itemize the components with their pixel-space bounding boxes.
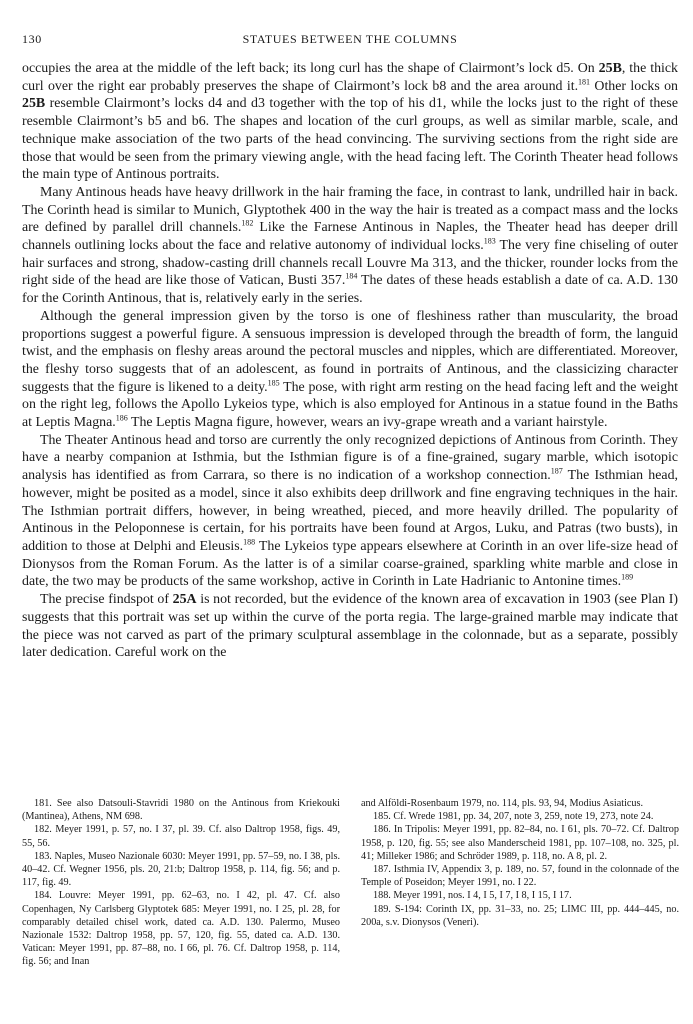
- footnote-ref[interactable]: 189: [621, 572, 634, 582]
- text-run: resemble Clairmont’s locks d4 and d3 together with the top of his d1, while the locks just to the right of these resemble Clairmont’s b5 and b6. The shapes and location of the curl groups, as well as similar marble, scale, and technique make association of the two parts of the head convincing. The surviving sections from the right side are those that would be seen from the primary viewing angle, with the head facing left. The Corinth Theater head follows the main type of Antinous portraits.: [22, 96, 678, 183]
- text-run: The dates of these heads establish a date of ca. A.D. 130 for the Corinth Antinous, that is, relatively early in the series.: [22, 273, 678, 307]
- footnote-ref[interactable]: 187: [550, 466, 563, 476]
- footnote: 188. Meyer 1991, nos. I 4, I 5, I 7, I 8, I 15, I 17.: [373, 890, 572, 902]
- footnote-ref[interactable]: 185: [267, 378, 280, 388]
- paragraph: [22, 591, 678, 662]
- footnote-ref[interactable]: 182: [241, 218, 254, 228]
- running-head-title: STATUES BETWEEN THE COLUMNS: [242, 32, 458, 46]
- paragraph: [22, 184, 678, 308]
- footnote-ref[interactable]: 184: [345, 271, 358, 281]
- footnote-ref[interactable]: 186: [115, 413, 128, 423]
- text-run: Many Antinous heads have heavy drillwork in the hair framing the face, in contrast to lank, undrilled hair in back. The Corinth head is similar to Munich, Glyptothek 400 in the way the hair is treated as a compact mass and the locks are defined by parallel drill channels.: [22, 184, 678, 236]
- footnote: 182. Meyer 1991, p. 57, no. I 37, pl. 39. Cf. also Daltrop 1958, figs. 49, 55, 56.: [22, 824, 340, 849]
- footnote: 186. In Tripolis: Meyer 1991, pp. 82–84, no. I 61, pls. 70–72. Cf. Daltrop 1958, p. 120, fig. 55; see also Manderscheid 1981, pp. 107–108, no. 325, pl. 41; Milleker 1986; and Schröder 1989, p. 118, no. A 8, pl. 2.: [361, 824, 679, 862]
- page-number: 130: [22, 32, 42, 46]
- footnote: 187. Isthmia IV, Appendix 3, p. 189, no. 57, found in the colonnade of the Temple of Poseidon; Meyer 1991, no. I 22.: [361, 864, 679, 889]
- footnotes-left-column: [22, 797, 340, 969]
- text-run: The Theater Antinous head and torso are currently the only recognized depictions of Antinous from Corinth. They have a nearby companion at Isthmia, but the Isthmian figure is of a fine-grained, sugary marble, which isotopic analysis has identified as from Carrara, so there is no indication of a workshop connection.: [22, 432, 678, 484]
- text-run: The Isthmian head, however, might be posited as a model, since it also exhibits deep drillwork and fine engraving techniques in the hair. The Isthmian portrait differs, however, in being wreathed, pieced, and more heavily drilled. The popularity of Antinous in the Peloponnese is certain, for his portraits have been found at Argos, Luku, and Patras (two busts), in addition to those at Delphi and Eleusis.: [22, 468, 678, 554]
- catalogue-number: 25B: [598, 61, 622, 76]
- paragraph: [22, 60, 678, 184]
- paragraph: [22, 308, 678, 432]
- catalogue-number: 25B: [22, 96, 46, 112]
- footnote: 185. Cf. Wrede 1981, pp. 34, 207, note 3, 259, note 19, 273, note 24.: [373, 811, 654, 823]
- text-run: The very fine chiseling of outer hair surfaces and strong, shadow-casting drill channels recall Louvre Ma 313, and the thicker, rounder locks from the right side of the head are like those of Vatican, Busti 357.: [22, 238, 678, 289]
- paragraph: [22, 432, 678, 591]
- text-run: The precise findspot of: [40, 592, 173, 608]
- text-run: is not recorded, but the evidence of the known area of excavation in 1903 (see Plan I) suggests that this portrait was set up within the curve of the porta regia. The large-grained marble may indicate that the piece was not carved as part of the primary sculptural assemblage in the colonnade, but as a separate, possibly later dedication. Careful work on the: [22, 592, 678, 661]
- text-run: The Lykeios type appears elsewhere at Corinth in an over life-size head of Dionysos from the Roman Forum. As the latter is of a similar coarse-grained, sparkling white marble and close in date, the two may be products of the same workshop, active in Corinth in Late Hadrianic to Antonine times.: [22, 538, 678, 590]
- text-run: The Leptis Magna figure, however, wears an ivy-grape wreath and a variant hairstyle.: [127, 415, 608, 431]
- footnote-ref[interactable]: 188: [243, 537, 256, 547]
- text-run: Other locks on: [590, 78, 678, 94]
- footnote-ref[interactable]: 181: [578, 77, 591, 87]
- text-run: The pose, with right arm resting on the head facing left and the weight on the right leg, follows the Apollo Lykeios type, which is also employed for Antinous in a statue found in the Baths at Leptis Magna.: [22, 379, 679, 431]
- footnote: 184. Louvre: Meyer 1991, pp. 62–63, no. I 42, pl. 47. Cf. also Copenhagen, Ny Carlsberg Glyptotek 685: Meyer 1991, no. I 25, pl. 28, for comparably detailed chisel work, dated ca. A.D. 130. Palermo, Museo Nazionale 1532: Daltrop 1958, pp. 57, 120, fig. 55, dated ca. A.D. 130. Vatican: Meyer 1991, pp. 87–88, no. I 66, pl. 76. Cf. Daltrop 1958, p. 114, fig. 56; and Inan: [22, 890, 340, 968]
- footnote: 189. S-194: Corinth IX, pp. 31–33, no. 25; LIMC III, pp. 444–445, no. 200a, s.v. Dionysos (Veneri).: [361, 903, 679, 928]
- text-run: occupies the area at the middle of the left back; its long curl has the shape of Clairmont’s lock d5. On: [22, 61, 599, 76]
- footnote-continuation: and Alföldi-Rosenbaum 1979, no. 114, pls. 93, 94, Modius Asiaticus.: [361, 798, 644, 809]
- catalogue-number: 25A: [172, 592, 197, 608]
- footnote: 181. See also Datsouli-Stavridi 1980 on the Antinous from Kriekouki (Mantinea), Athens, NM 698.: [22, 798, 340, 823]
- text-run: Although the general impression given by the torso is one of fleshiness rather than muscularity, the broad proportions suggest a powerful figure. A sensuous impression is developed through the breadth of form, the languid twist, and the emphasis on fleshy areas around the pectoral muscles and nipples, which are differentiated. Moreover, the fleshy torso suggests that of an adolescent, as found in portraits of Antinous, and the classicizing character suggests that the figure is likened to a deity.: [22, 308, 678, 395]
- footnote-ref[interactable]: 183: [483, 236, 496, 246]
- running-header: [22, 32, 678, 50]
- footnotes: [22, 797, 678, 1007]
- text-run: , the thick curl over the right ear probably preserves the shape of Clairmont’s lock b8 and the area around it.: [22, 61, 678, 94]
- text-run: Like the Farnese Antinous in Naples, the Theater head has deeper drill channels outlining locks about the face and relative autonomy of individual locks.: [22, 220, 678, 254]
- footnotes-right-column: [361, 797, 679, 929]
- footnote: 183. Naples, Museo Nazionale 6030: Meyer 1991, pp. 57–59, no. I 38, pls. 40–42. Cf. Wegner 1956, pls. 20, 21:b; Daltrop 1958, p. 114, fig. 56; and p. 117, fig. 49.: [22, 850, 340, 889]
- body-text: [22, 60, 678, 795]
